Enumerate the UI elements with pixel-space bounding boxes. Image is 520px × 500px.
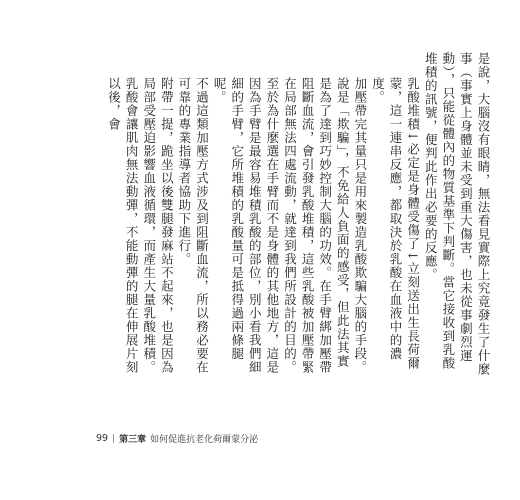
body-text [106, 52, 492, 380]
paragraph: 是說，大腦沒有眼睛，無法看見實際上究竟發生了什麼事（事實上身體並未受到重大傷害，也未從事劇烈運動），只能從體內的物質基準下判斷。當它接收到乳酸堆積的訊號，便判此作出必要的反應。 [423, 52, 491, 376]
paragraph: 加壓帶完其量只是用來製造乳酸欺騙大腦的手段。說是「欺騙」，不免給人負面的感受，但此法其實是為了達到巧妙控制大腦的功效。在手臂綁加壓帶阻斷血流，會引發乳酸堆積，這些乳酸被加壓帶緊在局部無法四處流動，就達到我們所設計的目的。至於為什麼選在手臂而不是身體的其他地方，這是因為手臂是最容易堆積乳酸的部位，別小看我們細細的手臂，它所堆積的乳酸量可是抵得過兩條腿呢。 [212, 77, 368, 374]
page-number: 99 [96, 433, 109, 444]
chapter-label: 第三章 [119, 435, 147, 445]
paragraph: 不過這類加壓方式涉及到阻斷血流，所以務必要在可靠的專業指導者協助下進行。 [176, 77, 210, 374]
paragraph: 乳酸堆積↓必定是身體受傷了↓立刻送出生長荷爾蒙，這一連串反應，都取決於乳酸在血液中的濃度。 [370, 77, 421, 370]
footer-separator: | [112, 433, 116, 444]
paragraph: 附帶一提，跪坐以後雙腿發麻站不起來，也是因為局部受壓迫影響血液循環，而產生大量乳酸堆積。乳酸會讓肌肉無法動彈，不能動彈的腿在伸展片刻以後，會 [106, 77, 175, 374]
page-footer [96, 432, 258, 445]
chapter-title: 如何促進抗老化荷爾蒙分泌 [150, 435, 259, 445]
